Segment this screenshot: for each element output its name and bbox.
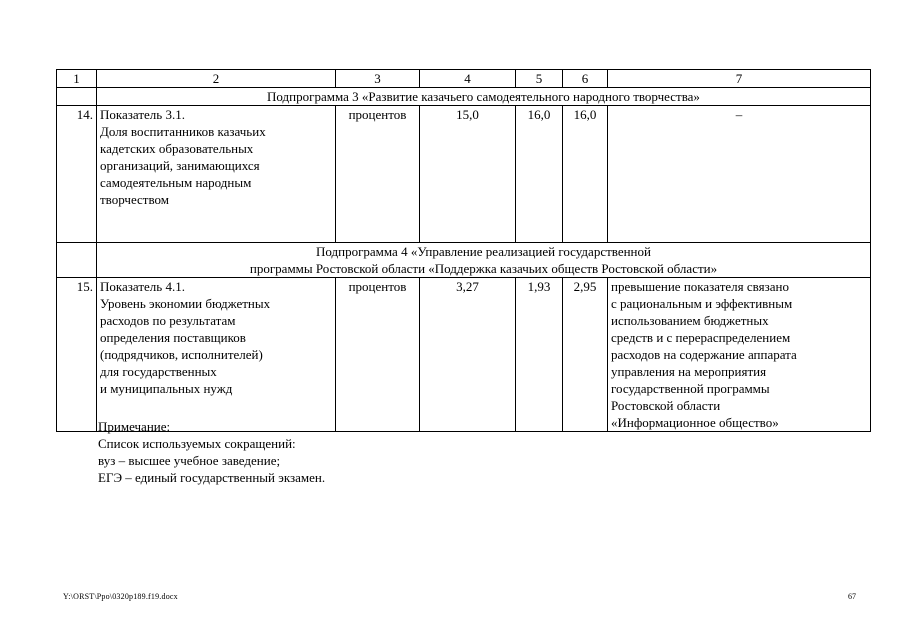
subprogram-4-num-cell: [57, 243, 97, 278]
row-14-value-1: 15,0: [420, 106, 516, 243]
row-15-note: превышение показателя связано с рациональным и эффективным использованием бюджетных средств и с перераспределением расходов на содержание аппарата управления на мероприятия государственной программы Ростовской области «Информационное общество»: [608, 278, 871, 432]
header-col-2: 2: [97, 70, 336, 88]
subprogram-3-num-cell: [57, 88, 97, 106]
table-row: [57, 106, 871, 243]
subprogram-3-title: Подпрограмма 3 «Развитие казачьего самодеятельного народного творчества»: [97, 88, 871, 106]
row-15-unit: процентов: [336, 278, 420, 432]
indicators-table: [56, 69, 871, 432]
row-14-note: –: [608, 106, 871, 243]
subprogram-4-title: Подпрограмма 4 «Управление реализацией государственной программы Ростовской области «Поддержка казачьих обществ Ростовской области»: [97, 243, 871, 278]
header-col-4: 4: [420, 70, 516, 88]
row-14-number: 14.: [57, 106, 97, 243]
header-col-5: 5: [516, 70, 563, 88]
header-col-3: 3: [336, 70, 420, 88]
row-15-indicator: Показатель 4.1. Уровень экономии бюджетных расходов по результатам определения поставщиков (подрядчиков, исполнителей) для государственных и муниципальных нужд: [97, 278, 336, 432]
row-14-unit: процентов: [336, 106, 420, 243]
row-14-value-2: 16,0: [516, 106, 563, 243]
row-15-number: 15.: [57, 278, 97, 432]
row-14-indicator: Показатель 3.1. Доля воспитанников казачьих кадетских образовательных организаций, занимающихся самодеятельным народным творчеством: [97, 106, 336, 243]
subprogram-4-row: [57, 243, 871, 278]
table-row: [57, 278, 871, 432]
row-14-value-3: 16,0: [563, 106, 608, 243]
header-col-1: 1: [57, 70, 97, 88]
page-number: 67: [848, 592, 856, 601]
header-col-6: 6: [563, 70, 608, 88]
remark-block: Примечание: Список используемых сокращений: вуз – высшее учебное заведение; ЕГЭ – единый государственный экзамен.: [98, 419, 326, 485]
row-15-value-3: 2,95: [563, 278, 608, 432]
footer-file-path: Y:\ORST\Ppo\0320p189.f19.docx: [63, 592, 178, 601]
row-15-value-1: 3,27: [420, 278, 516, 432]
header-col-7: 7: [608, 70, 871, 88]
subprogram-3-row: [57, 88, 871, 106]
row-15-value-2: 1,93: [516, 278, 563, 432]
table-header-row: [57, 70, 871, 88]
